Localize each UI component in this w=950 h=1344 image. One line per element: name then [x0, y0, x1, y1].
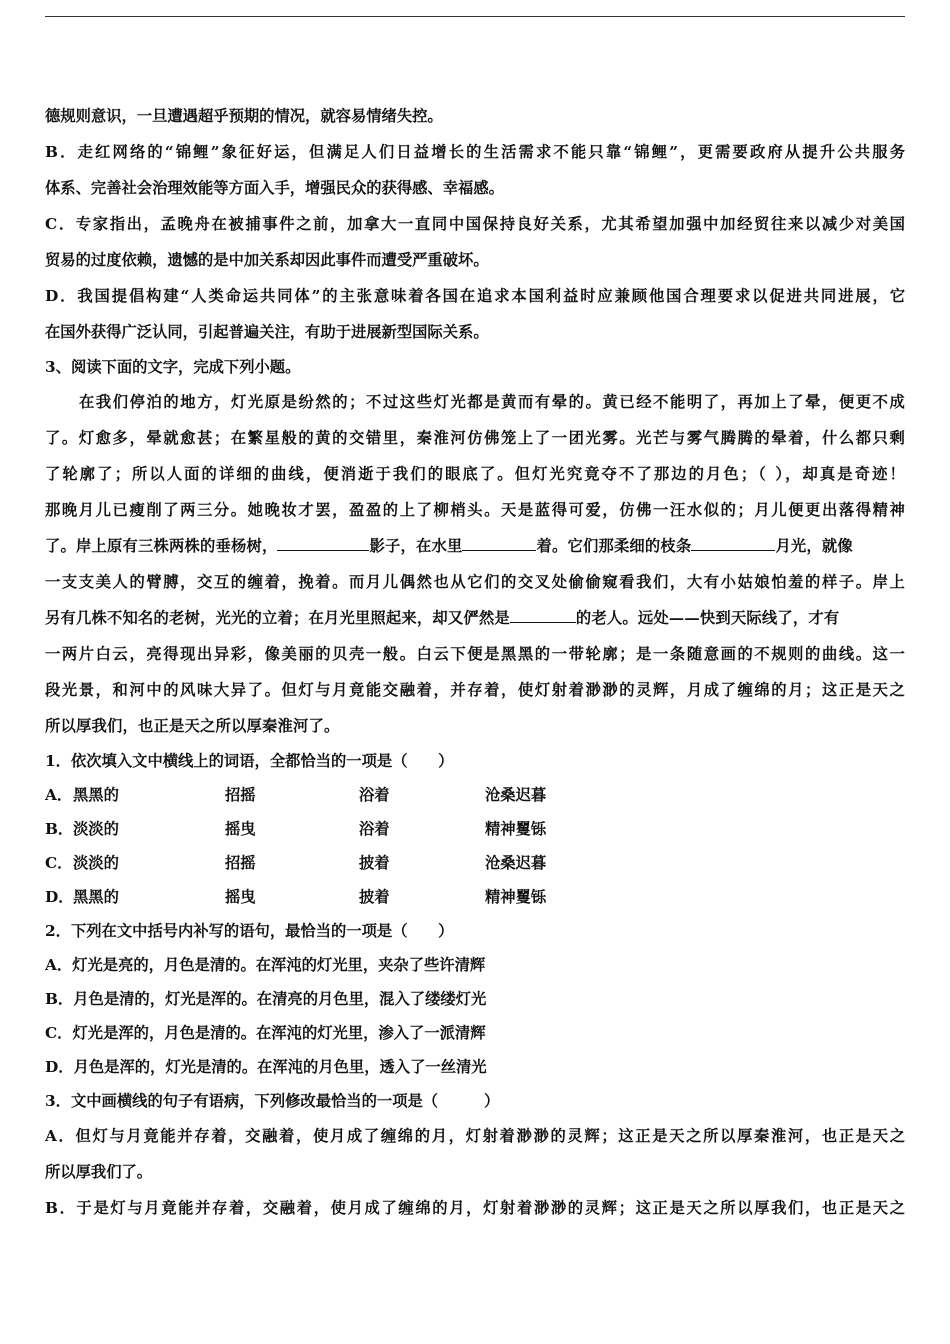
passage-line-blanks: 另有几株不知名的老树，光光的立着；在月光里照起来，却又俨然是 的老人。远处——快到天际线了，才有 — [45, 600, 905, 636]
question-2-stem: 2．下列在文中括号内补写的语句，最恰当的一项是（ ） — [45, 922, 454, 940]
passage-line: 那晚月儿已瘦削了两三分。她晚妆才罢，盈盈的上了柳梢头。天是蓝得可爱，仿佛一汪水似的；月儿便更出落得精神 — [45, 501, 905, 519]
passage-line: 了。灯愈多，晕就愈甚；在繁星般的黄的交错里，秦淮河仿佛笼上了一团光雾。光芒与雾气腾腾的晕着，什么都只剩 — [45, 429, 905, 447]
prev-option-text: 德规则意识，一旦遭遇超乎预期的情况，就容易情绪失控。 — [45, 107, 443, 125]
question-3-option-a-cont: 所以厚我们了。 — [45, 1163, 153, 1181]
passage-line: 了轮廓了；所以人面的详细的曲线，便消逝于我们的眼底了。但灯光究竟夺不了那边的月色；（ ），却真是奇迹！ — [45, 465, 905, 483]
header-rule — [45, 16, 905, 17]
fill-blank-4 — [510, 604, 576, 623]
fill-blank-1 — [277, 532, 369, 551]
fill-blank-3 — [691, 532, 775, 551]
passage-line-blanks: 了。岸上原有三株两株的垂杨树， 影子，在水里 着。它们那柔细的枝条 月光，就像 — [45, 528, 905, 564]
prev-option-c: C．专家指出，孟晚舟在被捕事件之前，加拿大一直同中国保持良好关系，尤其希望加强中加经贸往来以减少对美国 — [45, 215, 905, 233]
prev-option-c-cont: 贸易的过度依赖，遗憾的是中加关系却因此事件而遭受严重破坏。 — [45, 251, 489, 269]
question-1-option-a[interactable]: A． 黑黑的 招摇 浴着 沧桑迟暮 — [45, 786, 547, 804]
question-1-option-b[interactable]: B． 淡淡的 摇曳 浴着 精神矍铄 — [45, 820, 547, 838]
passage-line: 在我们停泊的地方，灯光原是纷然的；不过这些灯光都是黄而有晕的。黄已经不能明了，再加上了晕，便更不成 — [79, 393, 905, 411]
question-1-option-d[interactable]: D． 黑黑的 摇曳 披着 精神矍铄 — [45, 888, 547, 906]
question-2-option-b[interactable]: B．月色是清的，灯光是浑的。在清亮的月色里，混入了缕缕灯光 — [45, 990, 487, 1008]
fill-blank-2 — [462, 532, 536, 551]
document-page — [45, 98, 905, 1226]
prev-option-b: B．走红网络的“锦鲤”象征好运，但满足人们日益增长的生活需求不能只靠“锦鲤”，更需要政府从提升公共服务 — [45, 143, 905, 161]
question-2-option-d[interactable]: D．月色是浑的，灯光是清的。在浑沌的月色里，透入了一丝清光 — [45, 1058, 487, 1076]
question-3-stem: 3．文中画横线的句子有语病，下列修改最恰当的一项是（ ） — [45, 1092, 500, 1110]
prev-option-d-cont: 在国外获得广泛认同，引起普遍关注，有助于进展新型国际关系。 — [45, 323, 489, 341]
reading-passage — [45, 384, 905, 744]
passage-line: 一支支美人的臂膊，交互的缠着，挽着。而月儿偶然也从它们的交叉处偷偷窥看我们，大有小姑娘怕羞的样子。岸上 — [45, 573, 905, 591]
passage-line: 段光景，和河中的风味大异了。但灯与月竟能交融着，并存着，使灯射着渺渺的灵辉，月成了缠绵的月；这正是天之 — [45, 681, 905, 699]
question-1-stem: 1．依次填入文中横线上的词语，全都恰当的一项是（ ） — [45, 752, 454, 770]
question-1-option-c[interactable]: C． 淡淡的 招摇 披着 沧桑迟暮 — [45, 854, 547, 872]
section-heading: 3、阅读下面的文字，完成下列小题。 — [45, 358, 301, 376]
question-3-option-b[interactable]: B．于是灯与月竟能并存着，交融着，使月成了缠绵的月，灯射着渺渺的灵辉；这正是天之所以厚我们，也正是天之 — [45, 1199, 905, 1217]
question-2-option-a[interactable]: A．灯光是亮的，月色是清的。在浑沌的灯光里，夹杂了些许清辉 — [45, 956, 486, 974]
prev-option-d: D．我国提倡构建“人类命运共同体”的主张意味着各国在追求本国利益时应兼顾他国合理要求以促进共同进展，它 — [45, 287, 905, 305]
passage-line: 一两片白云，亮得现出异彩，像美丽的贝壳一般。白云下便是黑黑的一带轮廓；是一条随意画的不规则的曲线。这一 — [45, 645, 905, 663]
prev-option-b-cont: 体系、完善社会治理效能等方面入手，增强民众的获得感、幸福感。 — [45, 179, 504, 197]
passage-line: 所以厚我们，也正是天之所以厚秦淮河了。 — [45, 717, 340, 735]
question-2-option-c[interactable]: C．灯光是浑的，月色是清的。在浑沌的灯光里，渗入了一派清辉 — [45, 1024, 486, 1042]
question-3-option-a[interactable]: A．但灯与月竟能并存着，交融着，使月成了缠绵的月，灯射着渺渺的灵辉；这正是天之所以厚秦淮河，也正是天之 — [45, 1127, 905, 1145]
